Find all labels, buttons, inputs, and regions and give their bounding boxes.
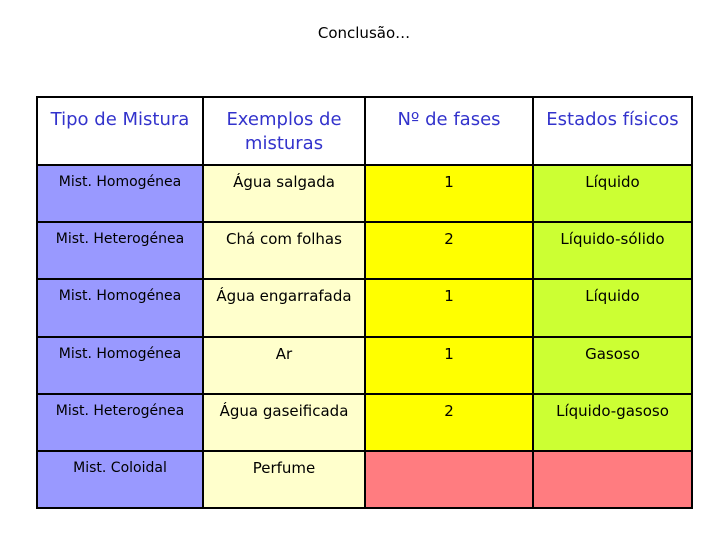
mixtures-table — [36, 96, 693, 509]
header-fases: Nº de fases — [365, 97, 533, 165]
cell-fases: 2 — [365, 222, 533, 279]
cell-fases: 1 — [365, 337, 533, 394]
header-tipo: Tipo de Mistura — [37, 97, 203, 165]
cell-exemplo: Água salgada — [203, 165, 365, 222]
cell-fases: 1 — [365, 279, 533, 336]
cell-exemplo: Chá com folhas — [203, 222, 365, 279]
table-header-row — [37, 97, 692, 165]
cell-exemplo: Ar — [203, 337, 365, 394]
cell-estados: Líquido — [533, 165, 692, 222]
cell-exemplo: Perfume — [203, 451, 365, 508]
cell-estados-empty — [533, 451, 692, 508]
table-row — [37, 165, 692, 222]
cell-tipo: Mist. Homogénea — [37, 337, 203, 394]
cell-estados: Gasoso — [533, 337, 692, 394]
header-estados: Estados físicos — [533, 97, 692, 165]
table-row — [37, 337, 692, 394]
header-exemplos: Exemplos de misturas — [203, 97, 365, 165]
table-row — [37, 451, 692, 508]
cell-tipo: Mist. Homogénea — [37, 165, 203, 222]
cell-exemplo: Água engarrafada — [203, 279, 365, 336]
table-row — [37, 279, 692, 336]
cell-fases: 2 — [365, 394, 533, 451]
table-row — [37, 222, 692, 279]
cell-estados: Líquido-gasoso — [533, 394, 692, 451]
cell-tipo: Mist. Heterogénea — [37, 222, 203, 279]
table-row — [37, 394, 692, 451]
cell-estados: Líquido — [533, 279, 692, 336]
cell-tipo: Mist. Homogénea — [37, 279, 203, 336]
cell-fases-empty — [365, 451, 533, 508]
cell-exemplo: Água gaseificada — [203, 394, 365, 451]
cell-estados: Líquido-sólido — [533, 222, 692, 279]
cell-fases: 1 — [365, 165, 533, 222]
page-title: Conclusão… — [317, 24, 411, 42]
cell-tipo: Mist. Coloidal — [37, 451, 203, 508]
cell-tipo: Mist. Heterogénea — [37, 394, 203, 451]
